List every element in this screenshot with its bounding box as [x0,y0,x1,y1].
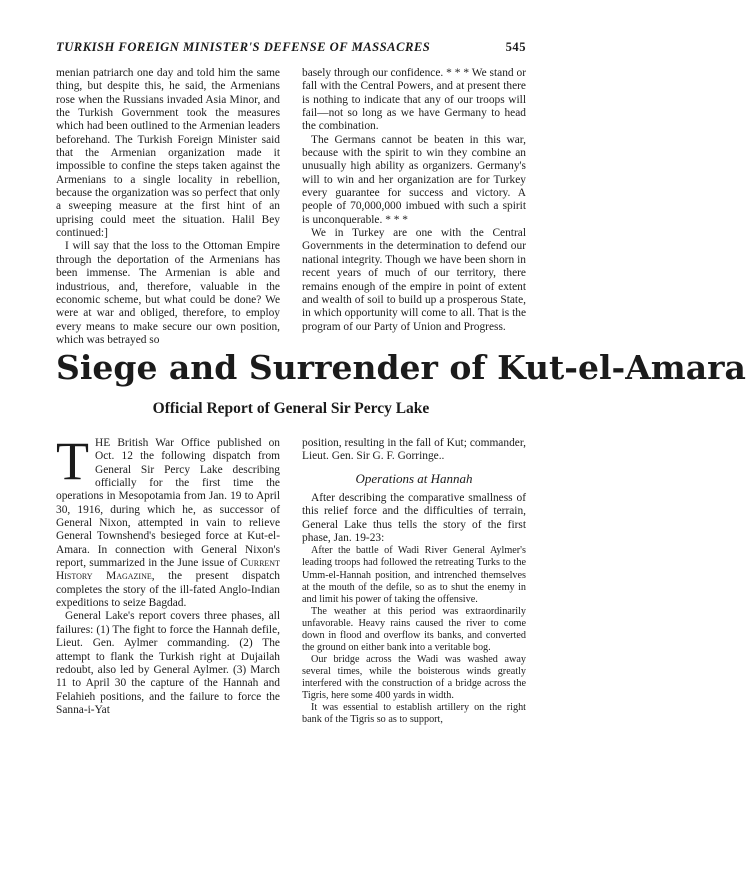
excerpt-paragraph: Our bridge across the Wadi was washed away several times, while the boisterous winds greatly interfered with the construction of a bridge across the Tigris, here some 400 yards in width. [302,653,526,701]
paragraph: General Lake's report covers three phases, all failures: (1) The fight to force the Hannah defile, Lieut. Gen. Aylmer commanding. (2) The attempt to flank the Turkish right at Dujailah redoubt, also led by General Aylmer. (3) March 11 to April 30 the capture of the Hannah and Felahieh positions, and the failure to force the Sanna-i-Yat [56,610,280,716]
bottom-left-column [56,431,280,717]
excerpt-paragraph: After the battle of Wadi River General Aylmer's leading troops had followed the retreating Turks to the Umm-el-Hannah position, and intrenched themselves at the mouth of the defile, so as to shut the enemy in and limit his power of taking the offensive. [302,545,526,605]
article-subheadline: Official Report of General Sir Percy Lake [152,400,430,417]
lead-text-end: , the present dispatch completes the story of the ill-fated Anglo-Indian expeditions to seize Bagdad. [56,570,280,610]
page-number: 545 [505,40,526,54]
excerpt-paragraph: The weather at this period was extraordinarily unfavorable. Heavy rains caused the river to come down in flood and overflow its banks, and converted the ground on either bank into a veritable bog. [302,605,526,653]
lead-paragraph [56,431,280,610]
section-heading: Operations at Hannah [355,470,473,486]
dispatch-excerpt [302,545,526,726]
paragraph: menian patriarch one day and told him the same thing, but despite this, he said, the Armenians rose when the Russians invaded Asia Minor, and the Turkish Government took the measures which had been outlined to the Armenian leaders beforehand. The Turkish Foreign Minister said that the Armenian organization made it impossible to confine the steps taken against the Armenians to a single locality in rebellion, because the organization was so perfect that only a sweeping measure at the first hint of an uprising could meet the situation. Halil Bey continued:] [56,67,280,240]
top-right-column [302,67,526,334]
paragraph: We in Turkey are one with the Central Governments in the determination to defend our national integrity. Though we have been shorn in recent years of much of our territory, there remains enough of the empire in point of extent and wealth of soil to build up a prosperous State, in which opportunity will come to all. That is the program of our Party of Union and Progress. [302,227,526,333]
bottom-right-column [302,437,526,726]
paragraph: After describing the comparative smallness of this relief force and the difficulties of terrain, General Lake thus tells the story of the first phase, Jan. 19-23: [302,492,526,545]
top-left-column [56,67,280,347]
running-header [56,40,526,58]
paragraph: I will say that the loss to the Ottoman Empire through the deportation of the Armenians has been immense. The Armenian is able and industrious, and, therefore, valuable in the economic scheme, but what could be done? We were at war and obliged, therefore, to employ every means to make secure our own position, which was betrayed so [56,240,280,346]
article-headline: Siege and Surrender of Kut-el-Amara [56,348,746,387]
excerpt-paragraph: It was essential to establish artillery on the right bank of the Tigris so as to support, [302,702,526,726]
magazine-name: Current History Magazine [56,557,280,583]
running-title: TURKISH FOREIGN MINISTER'S DEFENSE OF MASSACRES [56,40,431,54]
paragraph: position, resulting in the fall of Kut; commander, Lieut. Gen. Sir G. F. Gorringe.. [302,437,526,463]
paragraph: The Germans cannot be beaten in this war, because with the spirit to win they combine an unusually high ability as organizers. Germany's will to win and her organization are for Turkey every guarantee for success and victory. A people of 70,000,000 imbued with such a spirit is unconquerable. * * * [302,133,526,226]
lead-text: HE British War Office published on Oct. 12 the following dispatch from General Sir Percy Lake describing officially for the first time the operations in Mesopotamia from Jan. 19 to April 30, 1916, during which he, as successor of General Nixon, attempted in vain to relieve General Townshend's besieged force at Kut-el-Amara. In connection with General Nixon's report, summarized in the June issue of [56,437,280,570]
paragraph: basely through our confidence. * * * We stand or fall with the Central Powers, and at present there is nothing to indicate that any of our troops will fail—not so long as we have Germany to head the combination. [302,67,526,133]
drop-cap: T [56,431,89,491]
